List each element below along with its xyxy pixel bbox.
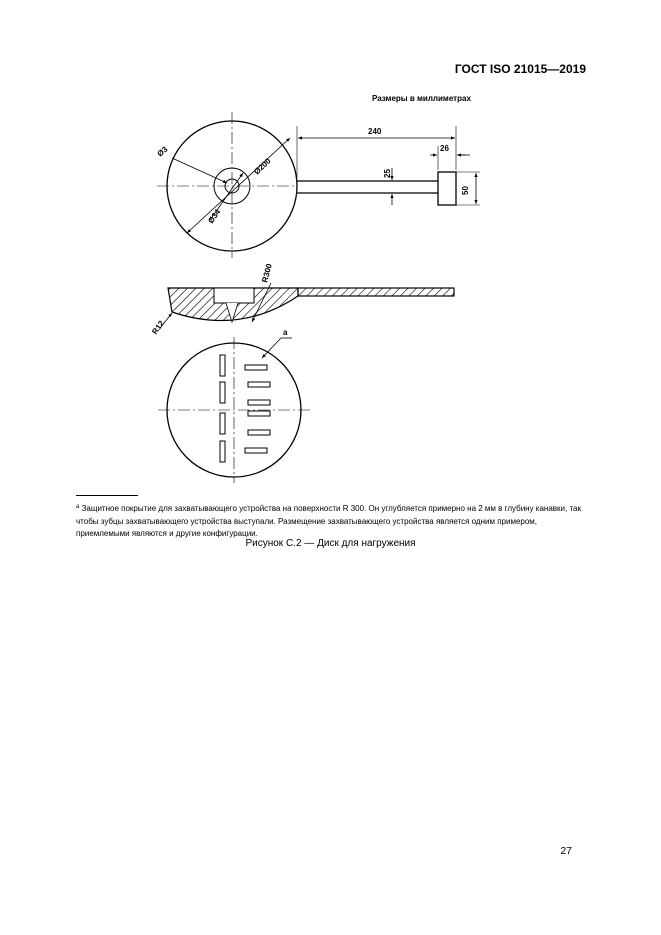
dim-26: 26: [440, 144, 449, 153]
dim-r300: R300: [260, 262, 274, 284]
footnote-marker: a: [76, 504, 80, 510]
dim-240: 240: [368, 127, 382, 136]
dim-d34: Ø34: [206, 207, 223, 226]
disk-top-view: [156, 112, 480, 258]
dim-r12: R12: [150, 318, 167, 337]
dim-25: 25: [383, 169, 392, 178]
dim-d3: Ø3: [155, 144, 170, 159]
standard-number: ГОСТ ISO 21015—2019: [454, 62, 586, 76]
units-note: Размеры в миллиметрах: [372, 94, 471, 103]
footnote-divider: [76, 495, 138, 496]
disk-bottom-view: [158, 328, 310, 483]
disk-section-view: [150, 262, 454, 336]
footnote: [76, 501, 586, 541]
footnote-text: Защитное покрытие для захватывающего устройства на поверхности R 300. Он углубляется примерно на 2 мм в глубину канавки, так чтобы зубцы захватывающего устройства выступали. Размещение захватывающего устройства является одним примером, приемлемыми являются и другие конфигурации.: [76, 504, 581, 538]
dim-50: 50: [461, 186, 470, 195]
page-number: 27: [560, 845, 572, 857]
figure-caption: Рисунок С.2 — Диск для нагружения: [245, 538, 416, 549]
note-a-label: a: [283, 328, 288, 337]
dim-d200: Ø200: [252, 156, 273, 177]
